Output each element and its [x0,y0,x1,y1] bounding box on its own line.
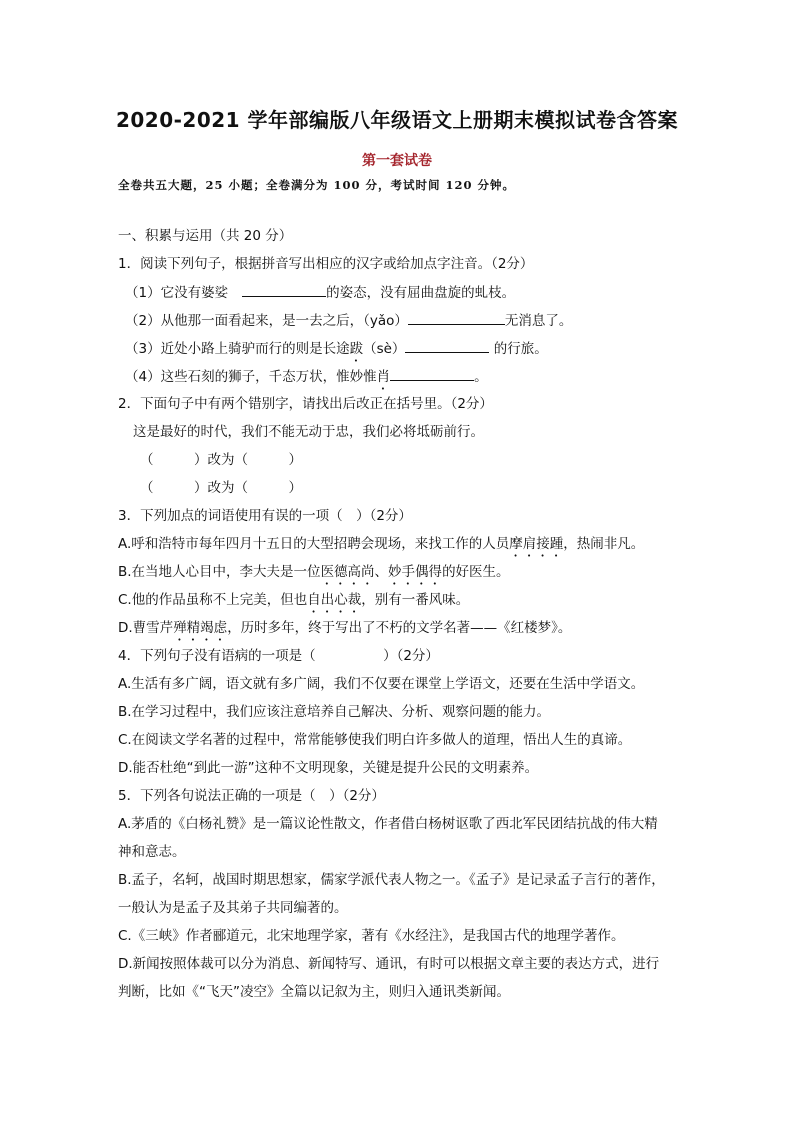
q1-item-3-dotted-char: 跋 [349,341,364,357]
q3-option-b-dotted: 医德高尚、妙手偶得 [320,564,443,580]
q4-option-c: C.在阅读文学名著的过程中，常常能够使我们明白许多做人的道理，悟出人生的真谛。 [118,732,632,748]
q4-option-a: A.生活有多广阔，语文就有多广阔，我们不仅要在课堂上学语文，还要在生活中学语文。 [118,676,645,692]
q3-option-a-post: ，热闹非凡。 [563,536,645,552]
q3-option-b-post: 的好医生。 [442,564,510,580]
q1-answer-blank-2[interactable] [408,310,505,325]
q3-option-d-post: ，历时多年，终于写出了不朽的文学名著——《红楼梦》。 [227,620,572,636]
q2-correction-row-2[interactable]: （ ）改为（ ） [140,480,302,496]
q1-item-4-text-a: （4）这些石刻的狮子，千态万状，惟妙惟 [125,369,377,385]
q3-stem: 3．下列加点的词语使用有误的一项（ ）（2分） [118,508,412,524]
q1-item-3-pinyin: （sè） [363,341,406,357]
q1-item-2-text-b: 无消息了。 [504,313,573,329]
q4-stem: 4．下列句子没有语病的一项是（ ）（2分） [118,648,439,664]
q1-item-1-text-b: 的姿态，没有屈曲盘旋的虬枝。 [326,285,516,301]
q1-item-3-text-c: 的行旅。 [489,341,548,357]
q1-answer-blank-4[interactable] [390,366,474,381]
q5-option-d-line-1: D.新闻按照体裁可以分为消息、新闻特写、通讯，有时可以根据文章主要的表达方式，进行 [118,956,660,972]
q5-option-a-line-1: A.茅盾的《白杨礼赞》是一篇议论性散文，作者借白杨树讴歌了西北军民团结抗战的伟大精 [118,816,658,832]
q3-option-d-pre: D.曹雪芹 [118,620,174,636]
q1-item-4-text-b: 。 [474,369,488,385]
q5-option-b-line-2: 一般认为是孟子及其弟子共同编著的。 [118,900,348,916]
q1-item-2 [125,310,572,331]
q5-option-d-line-2: 判断，比如《“飞天”凌空》全篇以记叙为主，则归入通讯类新闻。 [118,984,510,1000]
q3-option-d [118,618,571,644]
q1-item-1 [125,282,515,303]
q1-item-4-dotted-char: 肖 [376,369,391,385]
q3-option-c [118,590,469,616]
q3-option-a [118,534,644,560]
q3-option-c-dotted: 自出心裁 [307,592,362,608]
exam-info: 全卷共五大题，25 小题；全卷满分为 100 分，考试时间 120 分钟。 [118,178,516,192]
exam-subtitle: 第一套试卷 [362,153,432,169]
q5-option-c: C.《三峡》作者郦道元，北宋地理学家，著有《水经注》，是我国古代的地理学著作。 [118,928,625,944]
q2-stem: 2．下面句子中有两个错别字，请找出后改正在括号里。（2分） [118,396,493,412]
q5-option-b-line-1: B.孟子，名轲，战国时期思想家，儒家学派代表人物之一。《孟子》是记录孟子言行的著作， [118,872,665,888]
q3-option-c-pre: C.他的作品虽称不上完美，但也 [118,592,308,608]
q3-option-c-post: ，别有一番风味。 [361,592,470,608]
q4-option-b: B.在学习过程中，我们应该注意培养自己解决、分析、观察问题的能力。 [118,704,551,720]
q5-option-a-line-2: 神和意志。 [118,844,186,860]
q3-option-d-dotted: 殚精竭虑 [173,620,228,636]
q4-option-d: D.能否杜绝“到此一游”这种不文明现象，关键是提升公民的文明素养。 [118,760,539,776]
q3-option-a-pre: A.呼和浩特市每年四月十五日的大型招聘会现场，来找工作的人员 [118,536,510,552]
q1-item-1-text-a: （1）它没有婆娑 [125,285,229,301]
q2-sentence: 这是最好的时代，我们不能无动于忠，我们必将坻砺前行。 [133,424,484,440]
q1-item-3-text-a: （3）近处小路上骑驴而行的则是长途 [125,341,350,357]
q1-answer-blank-3[interactable] [405,338,489,353]
q3-option-b-pre: B.在当地人心目中，李大夫是一位 [118,564,321,580]
q2-correction-row-1[interactable]: （ ）改为（ ） [140,452,302,468]
exam-title: 2020-2021 学年部编版八年级语文上册期末模拟试卷含答案 [115,108,679,132]
section-heading: 一、积累与运用（共 20 分） [118,228,293,244]
q1-item-2-text-a: （2）从他那一面看起来，是一去之后，（yǎo） [125,313,408,329]
q1-item-3 [125,338,548,365]
q3-option-a-dotted: 摩肩接踵 [509,536,564,552]
q3-option-b [118,562,510,588]
q1-stem: 1．阅读下列句子，根据拼音写出相应的汉字或给加点字注音。（2分） [118,256,534,272]
q1-item-4 [125,366,488,393]
q1-answer-blank-1[interactable] [242,282,326,297]
q5-stem: 5．下列各句说法正确的一项是（ ）（2分） [118,788,385,804]
